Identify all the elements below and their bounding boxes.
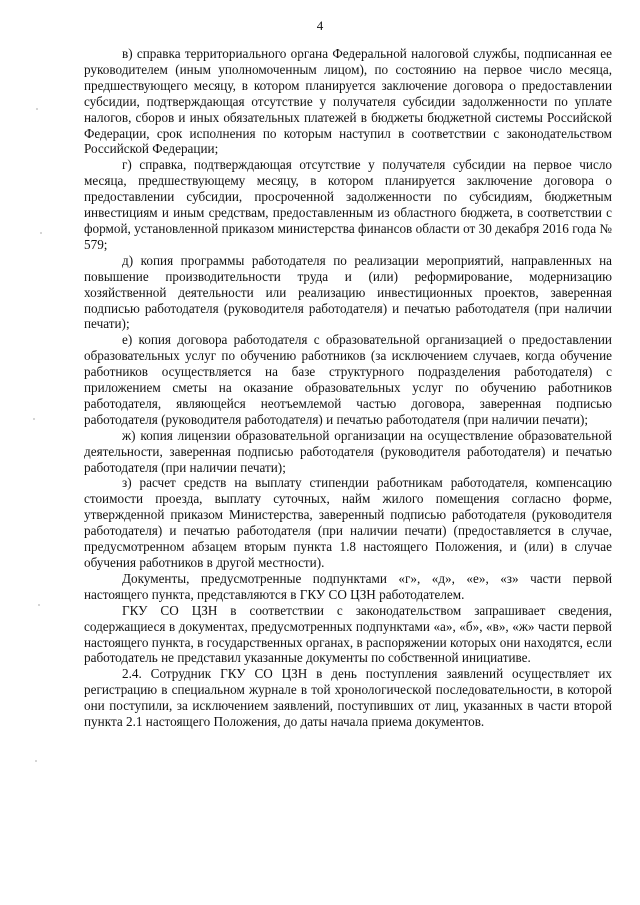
document-body — [84, 46, 612, 730]
paragraph-v-tax-certificate: в) справка территориального органа Федеральной налоговой службы, подписанная ее руководителем (иным уполномоченным лицом), по состоянию на первое число месяца, предшествующего месяцу, в котором планируется заключение договора о предоставлении субсидии, подтверждающая отсутствие у получателя субсидии задолженности по уплате налогов, сборов и иных обязательных платежей в бюджеты бюджетной системы Российской Федерации, срок исполнения по которым наступил в соответствии с законодательством Российской Федерации; — [84, 46, 612, 157]
paragraph-gku-request: ГКУ СО ЦЗН в соответствии с законодательством запрашивает сведения, содержащиеся в документах, предусмотренных подпунктами «а», «б», «в», «ж» части первой настоящего пункта, в государственных органах, в распоряжении которых они находятся, если работодатель не представил указанные документы по собственной инициативе. — [84, 602, 612, 666]
paragraph-e-education-contract: е) копия договора работодателя с образовательной организацией о предоставлении образовательных услуг по обучению работников (за исключением случаев, когда обучение работников осуществляется на базе структурного подразделения работодателя) с приложением сметы на оказание образовательных услуг по обучению работников работодателя, являющейся неотъемлемой частью договора, заверенная подписью работодателя (руководителя работодателя) и печатью работодателя (при наличии печати); — [84, 332, 612, 427]
scan-speck — [38, 604, 40, 606]
scan-speck — [36, 108, 38, 110]
paragraph-z-stipend-calculation: з) расчет средств на выплату стипендии работникам работодателя, компенсацию стоимости проезда, выплату суточных, найм жилого помещения согласно форме, утвержденной приказом Министерства, заверенный подписью работодателя (руководителя работодателя) и печатью работодателя (при наличии печати) (предоставляется в случае, предусмотренном абзацем вторым пункта 1.8 настоящего Положения, и (или) в случае обучения работников в другой местности). — [84, 475, 612, 570]
scan-speck — [40, 232, 42, 234]
scan-speck — [35, 760, 37, 762]
scan-speck — [33, 418, 35, 420]
paragraph-g-debt-certificate: г) справка, подтверждающая отсутствие у получателя субсидии на первое число месяца, предшествующему месяцу, в котором планируется заключение договора о предоставлении субсидии, просроченной задолженности по субсидиям, бюджетным инвестициям и иным средствам, предоставленным из областного бюджета, в соответствии с формой, установленной приказом министерства финансов области от 30 декабря 2016 года № 579; — [84, 157, 612, 252]
page-number: 4 — [316, 18, 324, 33]
paragraph-2-4-registration: 2.4. Сотрудник ГКУ СО ЦЗН в день поступления заявлений осуществляет их регистрацию в специальном журнале в той хронологической последовательности, в которой они поступили, за исключением заявлений, поступивших от лиц, указанных в части второй пункта 2.1 настоящего Положения, до даты начала приема документов. — [84, 666, 612, 730]
paragraph-documents-submitted: Документы, предусмотренные подпунктами «г», «д», «е», «з» части первой настоящего пункта, представляются в ГКУ СО ЦЗН работодателем. — [84, 570, 612, 602]
paragraph-d-employer-program: д) копия программы работодателя по реализации мероприятий, направленных на повышение производительности труда и (или) реформирование, модернизацию хозяйственной деятельности или реализацию инвестиционных проектов, заверенная подписью работодателя (руководителя работодателя) и печатью работодателя (при наличии печати); — [84, 252, 612, 332]
paragraph-zh-license-copy: ж) копия лицензии образовательной организации на осуществление образовательной деятельности, заверенная подписью работодателя (руководителя работодателя) и печатью работодателя (при наличии печати); — [84, 427, 612, 475]
